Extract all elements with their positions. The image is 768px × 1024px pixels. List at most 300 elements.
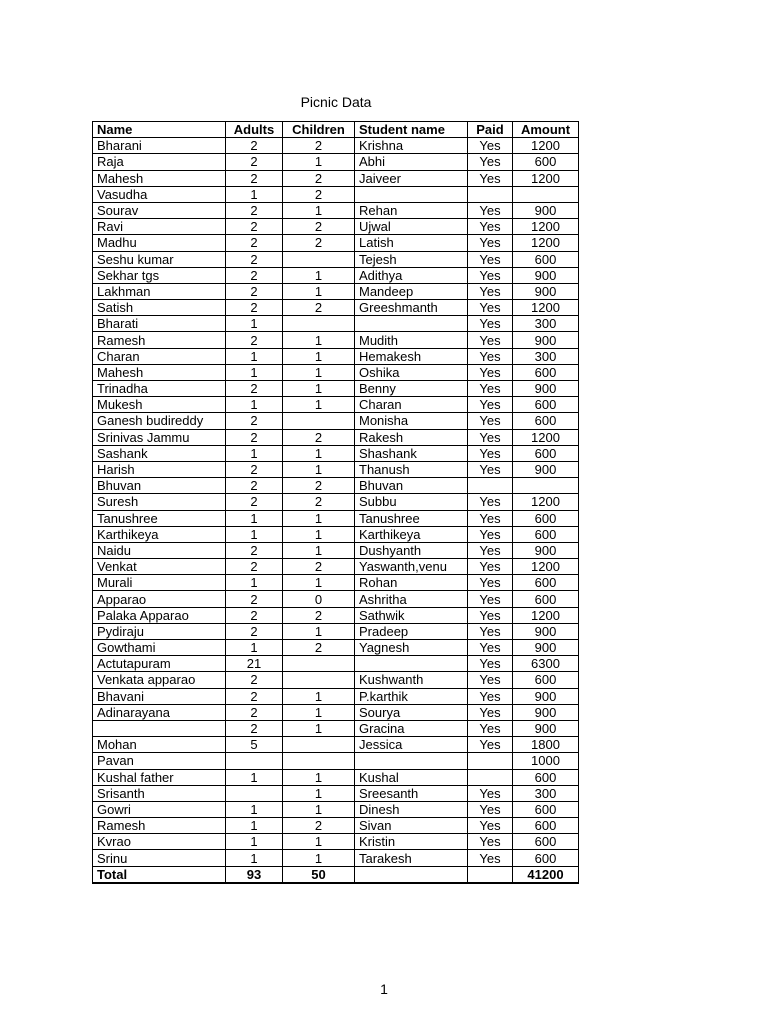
table-row: [93, 364, 579, 380]
column-header-amount: Amount: [513, 122, 579, 138]
cell-paid: Yes: [468, 623, 513, 639]
page-title: Picnic Data: [300, 94, 372, 110]
cell-paid: Yes: [468, 461, 513, 477]
cell-children: 2: [283, 494, 355, 510]
cell-adults: 1: [226, 769, 283, 785]
cell-adults: 1: [226, 510, 283, 526]
table-row: [93, 575, 579, 591]
table-row: [93, 186, 579, 202]
cell-paid: Yes: [468, 154, 513, 170]
cell-children: 1: [283, 526, 355, 542]
cell-amount: 600: [513, 526, 579, 542]
table-row: [93, 834, 579, 850]
table-row: [93, 397, 579, 413]
cell-name: Vasudha: [93, 186, 226, 202]
cell-adults: 2: [226, 591, 283, 607]
table-row: [93, 753, 579, 769]
cell-student-name: Tarakesh: [355, 850, 468, 866]
cell-name: Ramesh: [93, 818, 226, 834]
cell-amount: 1200: [513, 300, 579, 316]
cell-children: 1: [283, 364, 355, 380]
cell-name: Madhu: [93, 235, 226, 251]
cell-paid: Yes: [468, 267, 513, 283]
cell-student-name: Dinesh: [355, 801, 468, 817]
table-row: [93, 316, 579, 332]
cell-amount: 900: [513, 542, 579, 558]
cell-adults: 2: [226, 170, 283, 186]
table-row: [93, 510, 579, 526]
cell-children: 1: [283, 381, 355, 397]
table-row: [93, 170, 579, 186]
cell-amount: 600: [513, 510, 579, 526]
cell-student-name: [355, 656, 468, 672]
cell-amount: 1200: [513, 559, 579, 575]
cell-paid: Yes: [468, 364, 513, 380]
cell-student-name: Shashank: [355, 445, 468, 461]
table-row: [93, 478, 579, 494]
table-row: [93, 591, 579, 607]
column-header-paid: Paid: [468, 122, 513, 138]
cell-student-name: Gracina: [355, 720, 468, 736]
cell-children: 1: [283, 850, 355, 866]
cell-name: [93, 720, 226, 736]
cell-adults: 2: [226, 283, 283, 299]
cell-paid: Yes: [468, 672, 513, 688]
cell-children: 1: [283, 267, 355, 283]
cell-student-name: Sivan: [355, 818, 468, 834]
table-row: [93, 720, 579, 736]
table-row: [93, 283, 579, 299]
cell-name: Srisanth: [93, 785, 226, 801]
cell-name: Lakhman: [93, 283, 226, 299]
cell-name: Ravi: [93, 219, 226, 235]
cell-children: 2: [283, 640, 355, 656]
cell-student-name: Yaswanth,venu: [355, 559, 468, 575]
cell-student-name: Ashritha: [355, 591, 468, 607]
cell-adults: 2: [226, 461, 283, 477]
cell-student-name: Rohan: [355, 575, 468, 591]
cell-adults: 2: [226, 235, 283, 251]
cell-paid: Yes: [468, 688, 513, 704]
table-row: [93, 607, 579, 623]
table-row: [93, 656, 579, 672]
cell-name: Mohan: [93, 737, 226, 753]
table-row: [93, 381, 579, 397]
cell-student-name: Monisha: [355, 413, 468, 429]
table-row: [93, 348, 579, 364]
cell-student-name: [355, 753, 468, 769]
cell-children: 1: [283, 283, 355, 299]
cell-amount: 900: [513, 720, 579, 736]
cell-student-name: Sourya: [355, 704, 468, 720]
table-row: [93, 219, 579, 235]
table-row: [93, 138, 579, 154]
cell-name: Suresh: [93, 494, 226, 510]
table-row: [93, 769, 579, 785]
cell-children: 1: [283, 397, 355, 413]
cell-amount: 1800: [513, 737, 579, 753]
cell-student-name: Sreesanth: [355, 785, 468, 801]
cell-children: 1: [283, 510, 355, 526]
cell-student-name: Karthikeya: [355, 526, 468, 542]
cell-amount: 600: [513, 397, 579, 413]
cell-name: Tanushree: [93, 510, 226, 526]
cell-name: Raja: [93, 154, 226, 170]
cell-adults: 2: [226, 202, 283, 218]
table-row: [93, 332, 579, 348]
cell-name: Kvrao: [93, 834, 226, 850]
cell-name: Pavan: [93, 753, 226, 769]
cell-name: Gowthami: [93, 640, 226, 656]
cell-adults: [226, 785, 283, 801]
cell-student-name: Sathwik: [355, 607, 468, 623]
cell-children: 1: [283, 202, 355, 218]
cell-children: [283, 656, 355, 672]
cell-children: 2: [283, 818, 355, 834]
table-row: [93, 267, 579, 283]
table-row: [93, 445, 579, 461]
cell-amount: [513, 186, 579, 202]
cell-name: Palaka Apparao: [93, 607, 226, 623]
cell-paid: Yes: [468, 251, 513, 267]
cell-name: Mahesh: [93, 364, 226, 380]
cell-paid: Yes: [468, 219, 513, 235]
cell-paid: Yes: [468, 235, 513, 251]
cell-paid: Yes: [468, 542, 513, 558]
cell-paid: Yes: [468, 300, 513, 316]
cell-children: 1: [283, 834, 355, 850]
cell-name: Murali: [93, 575, 226, 591]
cell-amount: 600: [513, 769, 579, 785]
cell-children: 1: [283, 720, 355, 736]
cell-children: 1: [283, 575, 355, 591]
cell-paid: Yes: [468, 429, 513, 445]
table-row: [93, 818, 579, 834]
cell-children: 2: [283, 429, 355, 445]
table-row: [93, 801, 579, 817]
cell-amount: 1200: [513, 138, 579, 154]
cell-amount: 1000: [513, 753, 579, 769]
cell-children: [283, 672, 355, 688]
cell-amount: [513, 478, 579, 494]
cell-name: Charan: [93, 348, 226, 364]
cell-children: 1: [283, 445, 355, 461]
cell-name: Sashank: [93, 445, 226, 461]
cell-adults: 2: [226, 672, 283, 688]
cell-student-name: Rehan: [355, 202, 468, 218]
cell-student-name: Krishna: [355, 138, 468, 154]
cell-children: [283, 753, 355, 769]
cell-student-name: Jessica: [355, 737, 468, 753]
total-label: Total: [93, 866, 226, 883]
cell-children: 1: [283, 154, 355, 170]
cell-paid: Yes: [468, 316, 513, 332]
total-children: 50: [283, 866, 355, 883]
cell-children: 0: [283, 591, 355, 607]
cell-children: 2: [283, 170, 355, 186]
cell-children: 2: [283, 219, 355, 235]
cell-paid: Yes: [468, 785, 513, 801]
cell-student-name: Pradeep: [355, 623, 468, 639]
cell-adults: 1: [226, 526, 283, 542]
cell-paid: Yes: [468, 445, 513, 461]
cell-adults: 2: [226, 267, 283, 283]
table-row: [93, 429, 579, 445]
cell-children: 1: [283, 348, 355, 364]
cell-amount: 1200: [513, 219, 579, 235]
cell-paid: Yes: [468, 818, 513, 834]
cell-name: Ganesh budireddy: [93, 413, 226, 429]
cell-amount: 900: [513, 332, 579, 348]
cell-name: Kushal father: [93, 769, 226, 785]
cell-adults: 1: [226, 186, 283, 202]
cell-student-name: Kushal: [355, 769, 468, 785]
table-body: [93, 138, 579, 866]
cell-student-name: Charan: [355, 397, 468, 413]
cell-student-name: Ujwal: [355, 219, 468, 235]
cell-name: Apparao: [93, 591, 226, 607]
table-row: [93, 559, 579, 575]
cell-paid: Yes: [468, 591, 513, 607]
cell-paid: [468, 186, 513, 202]
cell-amount: 600: [513, 364, 579, 380]
cell-name: Bharani: [93, 138, 226, 154]
cell-amount: 1200: [513, 607, 579, 623]
cell-name: Gowri: [93, 801, 226, 817]
cell-student-name: Hemakesh: [355, 348, 468, 364]
cell-paid: Yes: [468, 737, 513, 753]
cell-amount: 1200: [513, 429, 579, 445]
cell-paid: Yes: [468, 640, 513, 656]
cell-paid: Yes: [468, 138, 513, 154]
cell-student-name: Thanush: [355, 461, 468, 477]
cell-adults: 1: [226, 575, 283, 591]
cell-adults: 5: [226, 737, 283, 753]
total-amount: 41200: [513, 866, 579, 883]
cell-student-name: Rakesh: [355, 429, 468, 445]
total-adults: 93: [226, 866, 283, 883]
cell-amount: 1200: [513, 170, 579, 186]
table-row: [93, 494, 579, 510]
column-header-name: Name: [93, 122, 226, 138]
total-paid: [468, 866, 513, 883]
cell-name: Naidu: [93, 542, 226, 558]
cell-name: Harish: [93, 461, 226, 477]
cell-amount: 900: [513, 381, 579, 397]
cell-amount: 900: [513, 640, 579, 656]
cell-adults: 2: [226, 478, 283, 494]
cell-children: 2: [283, 138, 355, 154]
cell-amount: 600: [513, 413, 579, 429]
cell-adults: 2: [226, 559, 283, 575]
cell-adults: 2: [226, 154, 283, 170]
cell-student-name: Oshika: [355, 364, 468, 380]
table-header-row: [93, 122, 579, 138]
cell-amount: 600: [513, 445, 579, 461]
column-header-student-name: Student name: [355, 122, 468, 138]
cell-children: 1: [283, 542, 355, 558]
cell-student-name: Tanushree: [355, 510, 468, 526]
cell-paid: Yes: [468, 283, 513, 299]
cell-adults: 2: [226, 219, 283, 235]
cell-paid: [468, 478, 513, 494]
cell-paid: Yes: [468, 720, 513, 736]
cell-student-name: Kushwanth: [355, 672, 468, 688]
cell-adults: 2: [226, 138, 283, 154]
cell-children: 1: [283, 769, 355, 785]
cell-name: Pydiraju: [93, 623, 226, 639]
cell-adults: 2: [226, 413, 283, 429]
cell-adults: 2: [226, 623, 283, 639]
cell-children: [283, 251, 355, 267]
total-student-name: [355, 866, 468, 883]
total-row: [93, 866, 579, 883]
column-header-children: Children: [283, 122, 355, 138]
cell-adults: 1: [226, 640, 283, 656]
cell-adults: 2: [226, 688, 283, 704]
table-row: [93, 640, 579, 656]
cell-children: 1: [283, 688, 355, 704]
picnic-data-table: [92, 121, 579, 884]
table-row: [93, 202, 579, 218]
cell-student-name: Benny: [355, 381, 468, 397]
cell-adults: 2: [226, 429, 283, 445]
cell-name: Trinadha: [93, 381, 226, 397]
cell-amount: 600: [513, 672, 579, 688]
cell-adults: 2: [226, 300, 283, 316]
cell-student-name: Yagnesh: [355, 640, 468, 656]
cell-adults: 1: [226, 348, 283, 364]
cell-adults: 2: [226, 704, 283, 720]
cell-name: Sourav: [93, 202, 226, 218]
cell-amount: 300: [513, 316, 579, 332]
cell-student-name: Adithya: [355, 267, 468, 283]
cell-amount: 900: [513, 267, 579, 283]
cell-paid: Yes: [468, 510, 513, 526]
cell-adults: 1: [226, 364, 283, 380]
cell-adults: [226, 753, 283, 769]
cell-adults: 2: [226, 332, 283, 348]
cell-paid: Yes: [468, 494, 513, 510]
cell-student-name: Bhuvan: [355, 478, 468, 494]
table-row: [93, 251, 579, 267]
cell-paid: Yes: [468, 801, 513, 817]
cell-paid: Yes: [468, 704, 513, 720]
cell-student-name: Jaiveer: [355, 170, 468, 186]
table-row: [93, 785, 579, 801]
cell-name: Sekhar tgs: [93, 267, 226, 283]
cell-paid: Yes: [468, 850, 513, 866]
cell-adults: 21: [226, 656, 283, 672]
cell-name: Karthikeya: [93, 526, 226, 542]
table-row: [93, 413, 579, 429]
cell-paid: [468, 769, 513, 785]
cell-paid: [468, 753, 513, 769]
cell-adults: 1: [226, 397, 283, 413]
table-row: [93, 235, 579, 251]
page-number: 1: [380, 981, 388, 997]
cell-amount: 600: [513, 818, 579, 834]
table-row: [93, 688, 579, 704]
cell-amount: 900: [513, 202, 579, 218]
cell-name: Srinivas Jammu: [93, 429, 226, 445]
cell-name: Bharati: [93, 316, 226, 332]
cell-student-name: [355, 186, 468, 202]
cell-adults: 2: [226, 494, 283, 510]
table-row: [93, 154, 579, 170]
cell-name: Venkat: [93, 559, 226, 575]
cell-paid: Yes: [468, 526, 513, 542]
cell-name: Venkata apparao: [93, 672, 226, 688]
cell-adults: 1: [226, 316, 283, 332]
cell-name: Bhuvan: [93, 478, 226, 494]
cell-student-name: Tejesh: [355, 251, 468, 267]
table-row: [93, 850, 579, 866]
cell-paid: Yes: [468, 607, 513, 623]
table-row: [93, 542, 579, 558]
cell-name: Bhavani: [93, 688, 226, 704]
cell-amount: 600: [513, 154, 579, 170]
cell-paid: Yes: [468, 332, 513, 348]
cell-adults: 1: [226, 834, 283, 850]
cell-children: 1: [283, 704, 355, 720]
cell-amount: 600: [513, 834, 579, 850]
cell-student-name: Latish: [355, 235, 468, 251]
cell-paid: Yes: [468, 202, 513, 218]
cell-adults: 1: [226, 818, 283, 834]
cell-name: Srinu: [93, 850, 226, 866]
cell-name: Ramesh: [93, 332, 226, 348]
cell-amount: 6300: [513, 656, 579, 672]
cell-name: Satish: [93, 300, 226, 316]
cell-children: 2: [283, 186, 355, 202]
cell-children: 2: [283, 607, 355, 623]
cell-paid: Yes: [468, 397, 513, 413]
cell-paid: Yes: [468, 575, 513, 591]
cell-amount: 900: [513, 704, 579, 720]
cell-adults: 2: [226, 542, 283, 558]
cell-adults: 2: [226, 720, 283, 736]
cell-children: 2: [283, 235, 355, 251]
cell-student-name: Greeshmanth: [355, 300, 468, 316]
cell-paid: Yes: [468, 413, 513, 429]
cell-name: Adinarayana: [93, 704, 226, 720]
cell-student-name: Abhi: [355, 154, 468, 170]
cell-name: Mahesh: [93, 170, 226, 186]
column-header-adults: Adults: [226, 122, 283, 138]
table-row: [93, 300, 579, 316]
cell-amount: 300: [513, 348, 579, 364]
cell-amount: 900: [513, 461, 579, 477]
cell-amount: 1200: [513, 235, 579, 251]
cell-paid: Yes: [468, 834, 513, 850]
cell-amount: 900: [513, 283, 579, 299]
cell-amount: 600: [513, 575, 579, 591]
cell-children: 2: [283, 559, 355, 575]
cell-children: 1: [283, 461, 355, 477]
cell-student-name: Mudith: [355, 332, 468, 348]
cell-name: Seshu kumar: [93, 251, 226, 267]
table-row: [93, 623, 579, 639]
cell-children: 1: [283, 623, 355, 639]
cell-amount: 600: [513, 251, 579, 267]
cell-children: 1: [283, 785, 355, 801]
cell-adults: 1: [226, 801, 283, 817]
cell-amount: 900: [513, 623, 579, 639]
table-row: [93, 461, 579, 477]
cell-children: 2: [283, 478, 355, 494]
cell-adults: 2: [226, 607, 283, 623]
